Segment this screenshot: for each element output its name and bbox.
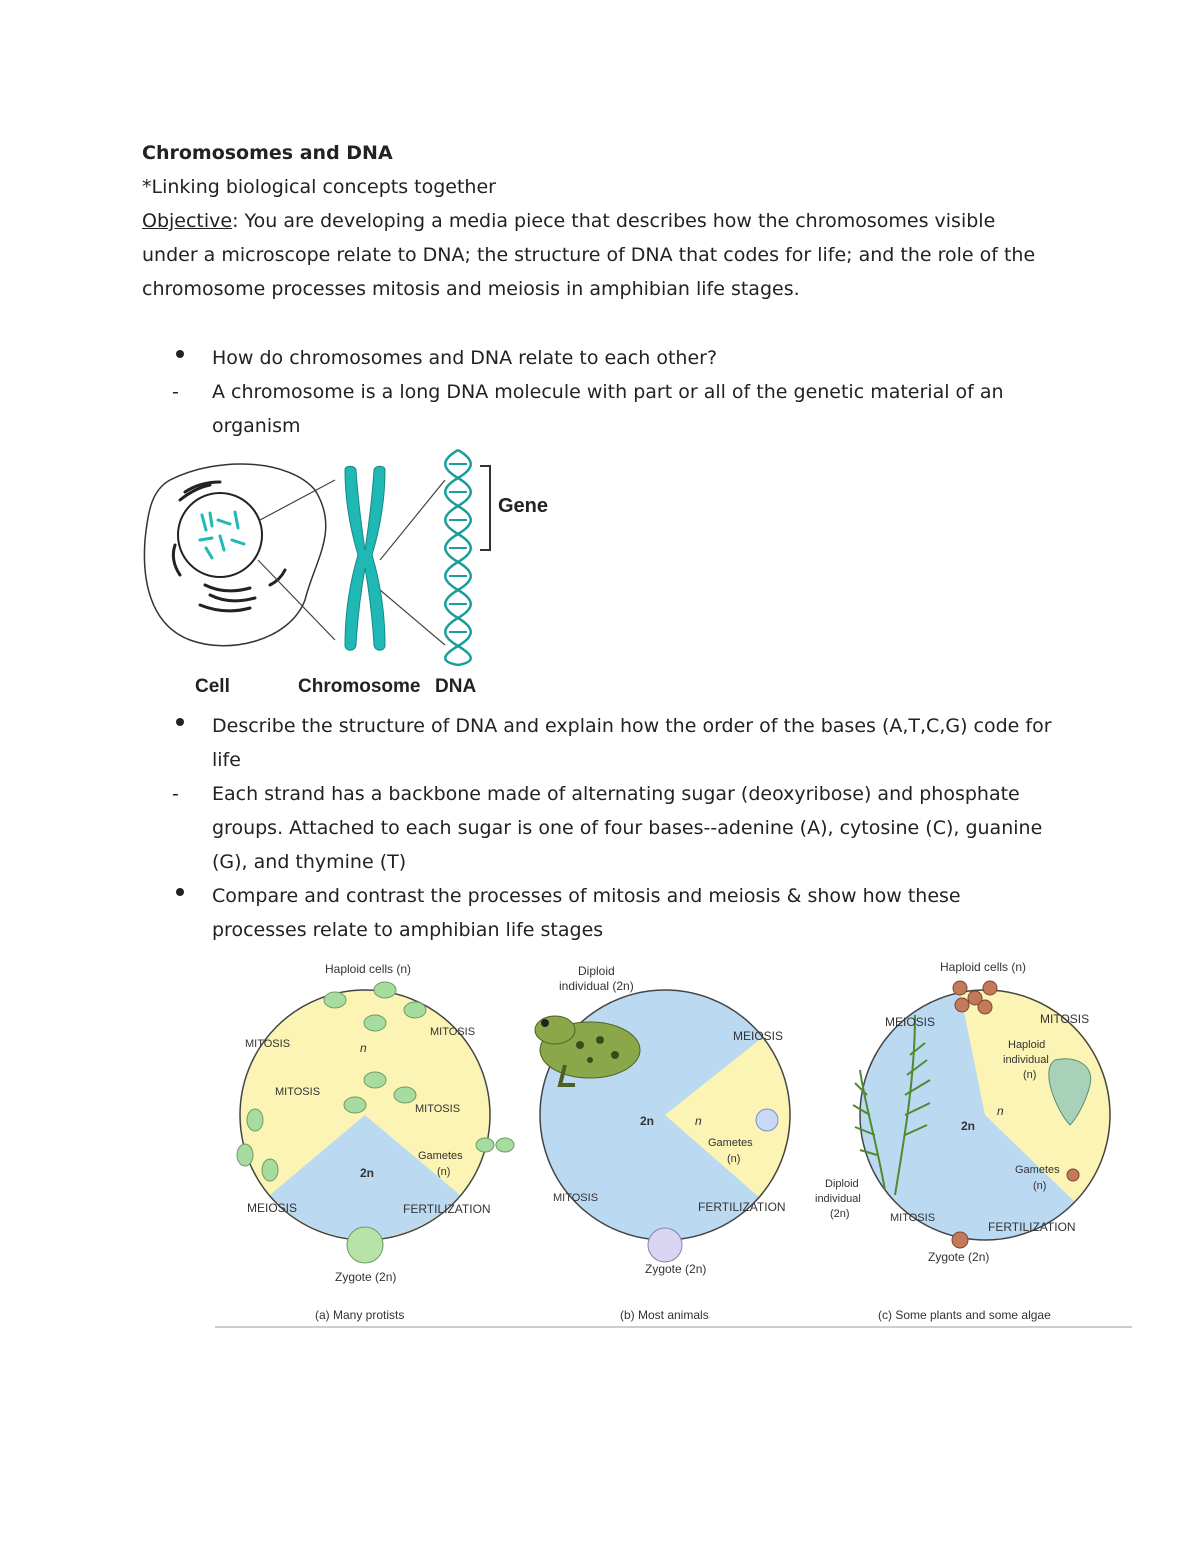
bullet-icon xyxy=(172,709,202,731)
svg-text:individual: individual xyxy=(1003,1054,1049,1066)
svg-text:(n): (n) xyxy=(1023,1069,1037,1081)
list-item: Compare and contrast the processes of mitosis and meiosis & show how these processes relate to amphibian life stages xyxy=(172,879,1002,947)
cell-label: Cell xyxy=(195,676,230,697)
svg-text:FERTILIZATION: FERTILIZATION xyxy=(988,1220,1076,1234)
objective-line-2: under a microscope relate to DNA; the structure of DNA that codes for life; and the role of the xyxy=(142,244,1036,266)
life-cycle-figure xyxy=(215,955,1135,1335)
dna-rungs xyxy=(449,464,467,632)
svg-text:2n: 2n xyxy=(640,1114,655,1128)
list-item: - A chromosome is a long DNA molecule with part or all of the genetic material of an organism xyxy=(172,375,1042,443)
svg-text:MITOSIS: MITOSIS xyxy=(275,1086,321,1098)
svg-text:Zygote (2n): Zygote (2n) xyxy=(335,1270,397,1284)
svg-text:(a) Many protists: (a) Many protists xyxy=(315,1308,405,1322)
svg-text:n: n xyxy=(695,1114,702,1128)
chromosome-shape xyxy=(345,466,385,650)
svg-text:MITOSIS: MITOSIS xyxy=(553,1192,599,1204)
svg-text:FERTILIZATION: FERTILIZATION xyxy=(698,1200,786,1214)
gene-label: Gene xyxy=(498,495,549,517)
svg-text:Zygote (2n): Zygote (2n) xyxy=(928,1250,990,1264)
svg-text:Diploid: Diploid xyxy=(825,1178,859,1190)
gene-bracket xyxy=(480,466,490,550)
svg-text:(2n): (2n) xyxy=(830,1208,850,1220)
svg-text:n: n xyxy=(360,1041,367,1055)
svg-text:FERTILIZATION: FERTILIZATION xyxy=(403,1202,491,1216)
objective-label: Objective xyxy=(142,210,233,232)
dash-icon: - xyxy=(172,381,179,403)
svg-text:(n): (n) xyxy=(437,1166,451,1178)
doc-title: Chromosomes and DNA xyxy=(142,142,393,164)
doc-subtitle: *Linking biological concepts together xyxy=(142,176,496,198)
svg-text:Diploid: Diploid xyxy=(578,964,615,978)
svg-text:MITOSIS: MITOSIS xyxy=(1040,1012,1090,1026)
cycle-a xyxy=(237,962,514,1322)
svg-text:(c) Some plants and some algae: (c) Some plants and some algae xyxy=(878,1308,1051,1322)
svg-text:Zygote (2n): Zygote (2n) xyxy=(645,1262,707,1276)
svg-text:MEIOSIS: MEIOSIS xyxy=(733,1029,784,1043)
nucleus-chromosomes xyxy=(200,512,244,558)
cell-outline xyxy=(144,464,325,646)
list-item: Describe the structure of DNA and explain how the order of the bases (A,T,C,G) code for life xyxy=(172,709,1072,777)
svg-text:individual (2n): individual (2n) xyxy=(559,979,634,993)
svg-text:(b) Most animals: (b) Most animals xyxy=(620,1308,709,1322)
objective-line-1 xyxy=(142,210,995,232)
chromosome-label: Chromosome xyxy=(298,676,421,697)
bullet-icon xyxy=(172,879,202,901)
svg-text:Gametes: Gametes xyxy=(1015,1164,1060,1176)
svg-text:individual: individual xyxy=(815,1193,861,1205)
objective-text: : You are developing a media piece that describes how the chromosomes visible xyxy=(232,210,996,232)
cell-chromosome-dna-figure xyxy=(140,440,560,700)
cycle-c xyxy=(815,960,1111,1322)
svg-text:MEIOSIS: MEIOSIS xyxy=(885,1015,936,1029)
svg-text:2n: 2n xyxy=(360,1166,375,1180)
svg-text:n: n xyxy=(997,1104,1004,1118)
bullet-icon xyxy=(172,341,202,363)
list-item: How do chromosomes and DNA relate to each other? xyxy=(172,341,1072,375)
list-item: - Each strand has a backbone made of alternating sugar (deoxyribose) and phosphate groups. Attached to each sugar is one of four bases--adenine (A), cytosine (C), guanine (G), and thymine (T) xyxy=(172,777,1057,879)
svg-text:MEIOSIS: MEIOSIS xyxy=(247,1201,298,1215)
svg-text:(n): (n) xyxy=(727,1153,741,1165)
svg-text:Haploid cells (n): Haploid cells (n) xyxy=(940,960,1027,974)
svg-text:Gametes: Gametes xyxy=(418,1150,463,1162)
svg-text:Haploid cells (n): Haploid cells (n) xyxy=(325,962,412,976)
svg-text:MITOSIS: MITOSIS xyxy=(430,1026,476,1038)
svg-text:MITOSIS: MITOSIS xyxy=(245,1038,291,1050)
membrane-lines xyxy=(173,482,285,611)
objective-line-3: chromosome processes mitosis and meiosis in amphibian life stages. xyxy=(142,278,800,300)
dash-icon: - xyxy=(172,783,179,805)
svg-text:(n): (n) xyxy=(1033,1180,1047,1192)
svg-text:MITOSIS: MITOSIS xyxy=(890,1212,936,1224)
svg-text:MITOSIS: MITOSIS xyxy=(415,1103,461,1115)
svg-text:Gametes: Gametes xyxy=(708,1137,753,1149)
dna-label: DNA xyxy=(435,676,477,697)
cycle-b xyxy=(535,964,791,1322)
svg-text:Haploid: Haploid xyxy=(1008,1039,1046,1051)
svg-text:2n: 2n xyxy=(961,1119,976,1133)
